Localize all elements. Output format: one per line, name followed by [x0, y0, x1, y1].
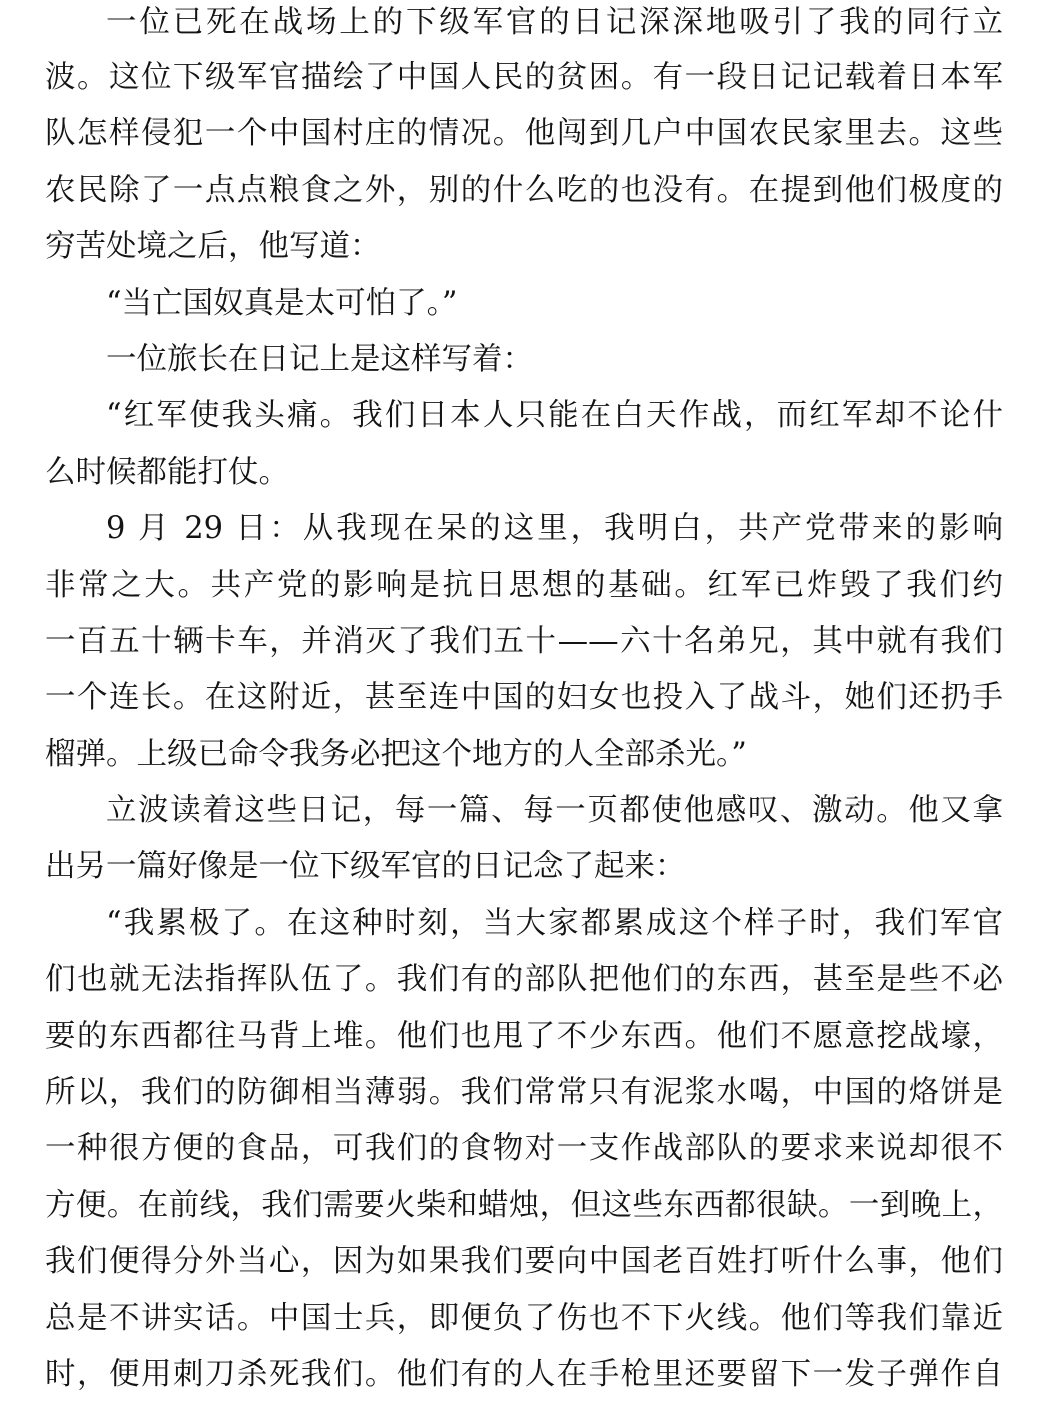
text-line: 波。这位下级军官描绘了中国人民的贫困。有一段日记记载着日本军	[45, 60, 1003, 95]
text-line: 出另一篇好像是一位下级军官的日记念了起来：	[45, 849, 686, 885]
text-line: “我累极了。在这种时刻，当大家都累成这个样子时，我们军官	[106, 905, 1003, 941]
text-line: 所以，我们的防御相当薄弱。我们常常只有泥浆水喝，中国的烙饼是	[45, 1075, 1003, 1111]
text-line: 农民除了一点点粮食之外，别的什么吃的也没有。在提到他们极度的	[45, 172, 1003, 208]
text-line: 总是不讲实话。中国士兵，即便负了伤也不下火线。他们等我们靠近	[45, 1300, 1003, 1336]
body-text	[45, 0, 1003, 1403]
text-line: 时，便用刺刀杀死我们。他们有的人在手枪里还要留下一发子弹作自	[45, 1356, 1003, 1392]
text-line: 队怎样侵犯一个中国村庄的情况。他闯到几户中国农民家里去。这些	[45, 116, 1003, 152]
text-line: 9 月 29 日：从我现在呆的这里，我明白，共产党带来的影响	[106, 511, 1003, 547]
text-line: 们也就无法指挥队伍了。我们有的部队把他们的东西，甚至是些不必	[45, 962, 1003, 998]
text-line: 么时候都能打仗。	[45, 454, 289, 490]
text-line: 一位已死在战场上的下级军官的日记深深地吸引了我的同行立	[106, 5, 1003, 40]
text-line: 要的东西都往马背上堆。他们也甩了不少东西。他们不愿意挖战壕，	[45, 1018, 1003, 1054]
text-line: 一百五十辆卡车，并消灭了我们五十——六十名弟兄，其中就有我们	[45, 623, 1003, 659]
text-line: 一位旅长在日记上是这样写着：	[106, 341, 533, 377]
text-line: 一个连长。在这附近，甚至连中国的妇女也投入了战斗，她们还扔手	[45, 680, 1003, 716]
text-line: 立波读着这些日记，每一篇、每一页都使他感叹、激动。他又拿	[106, 793, 1003, 829]
text-line: 一种很方便的食品，可我们的食物对一支作战部队的要求来说却很不	[45, 1131, 1003, 1167]
text-line: 非常之大。共产党的影响是抗日思想的基础。红军已炸毁了我们约	[45, 567, 1003, 603]
text-line: “红军使我头痛。我们日本人只能在白天作战，而红军却不论什	[106, 398, 1003, 434]
text-line: 榴弹。上级已命令我务必把这个地方的人全部杀光。”	[45, 736, 747, 772]
text-line: 我们便得分外当心，因为如果我们要向中国老百姓打听什么事，他们	[45, 1244, 1003, 1280]
text-line: 方便。在前线，我们需要火柴和蜡烛，但这些东西都很缺。一到晚上，	[45, 1187, 1003, 1223]
text-line: 穷苦处境之后，他写道：	[45, 229, 381, 265]
text-line: “当亡国奴真是太可怕了。”	[106, 285, 458, 321]
